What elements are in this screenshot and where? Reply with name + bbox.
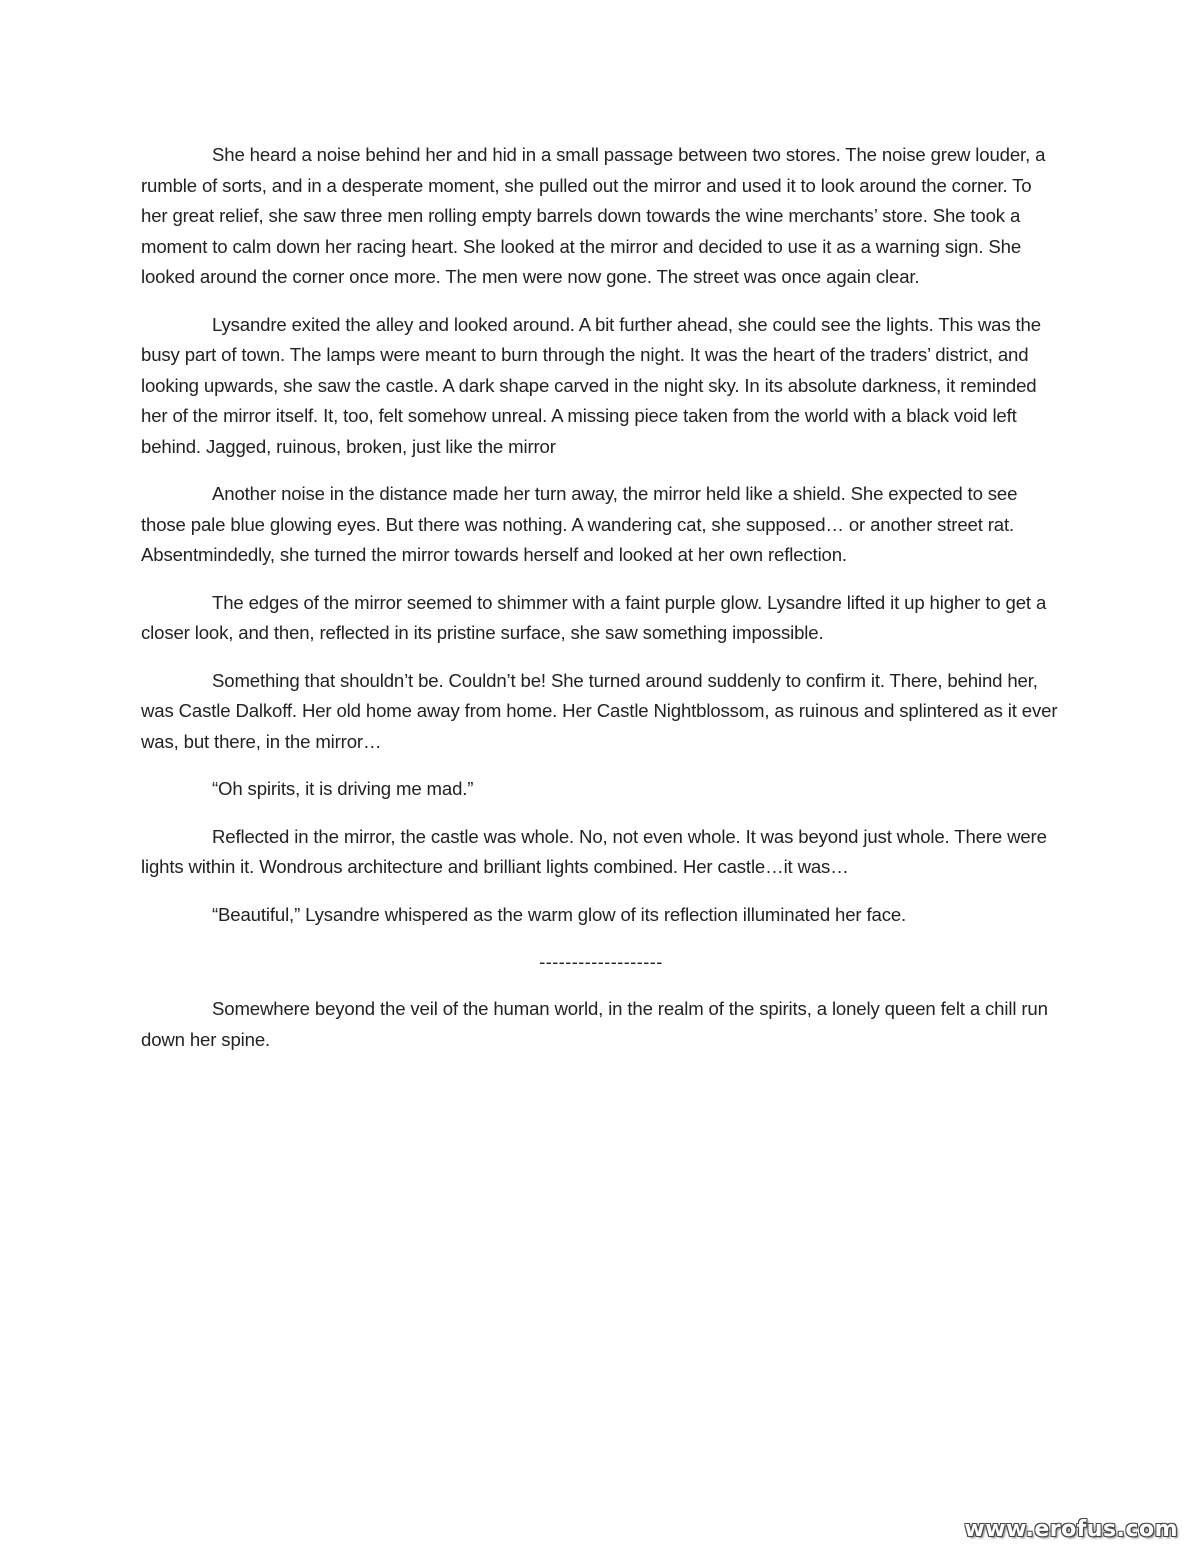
paragraph-4: The edges of the mirror seemed to shimmer with a faint purple glow. Lysandre lifted it up higher to get a closer look, and then, reflected in its pristine surface, she saw something impossible.	[141, 591, 1047, 643]
paragraph-7: Reflected in the mirror, the castle was whole. No, not even whole. It was beyond just whole. There were lights within it. Wondrous architecture and brilliant lights combined. Her castle…it was…	[141, 825, 1047, 877]
paragraph-5: Something that shouldn’t be. Couldn’t be! She turned around suddenly to confirm it. There, behind her, was Castle Dalkoff. Her old home away from home. Her Castle Nightblossom, as ruinous and splintered as it ever was, but there, in the mirror…	[141, 669, 1058, 752]
paragraph-3: Another noise in the distance made her turn away, the mirror held like a shield. She expected to see those pale blue glowing eyes. But there was nothing. A wandering cat, she supposed… or another street rat. Absentmindedly, she turned the mirror towards herself and looked at her own reflection.	[141, 483, 1018, 565]
paragraph-8: “Beautiful,” Lysandre whispered as the warm glow of its reflection illuminated her face.	[212, 903, 907, 925]
document-page	[141, 140, 1061, 1072]
watermark: www.erofus.com	[964, 1517, 1178, 1542]
paragraph-2: Lysandre exited the alley and looked around. A bit further ahead, she could see the lights. This was the busy part of town. The lamps were meant to burn through the night. It was the heart of the traders’ district, and looking upwards, she saw the castle. A dark shape carved in the night sky. In its absolute darkness, it reminded her of the mirror itself. It, too, felt somehow unreal. A missing piece taken from the world with a black void left behind. Jagged, ruinous, broken, just like the mirror	[141, 313, 1041, 457]
paragraph-1: She heard a noise behind her and hid in a small passage between two stores. The noise grew louder, a rumble of sorts, and in a desperate moment, she pulled out the mirror and used it to look around the corner. To her great relief, she saw three men rolling empty barrels down towards the wine merchants’ store. She took a moment to calm down her racing heart. She looked at the mirror and decided to use it as a warning sign. She looked around the corner once more. The men were now gone. The street was once again clear.	[141, 144, 1046, 287]
final-paragraph: Somewhere beyond the veil of the human world, in the realm of the spirits, a lonely queen felt a chill run down her spine.	[141, 998, 1048, 1050]
scene-break-divider: -------------------	[539, 952, 663, 972]
paragraph-6: “Oh spirits, it is driving me mad.”	[212, 778, 474, 799]
